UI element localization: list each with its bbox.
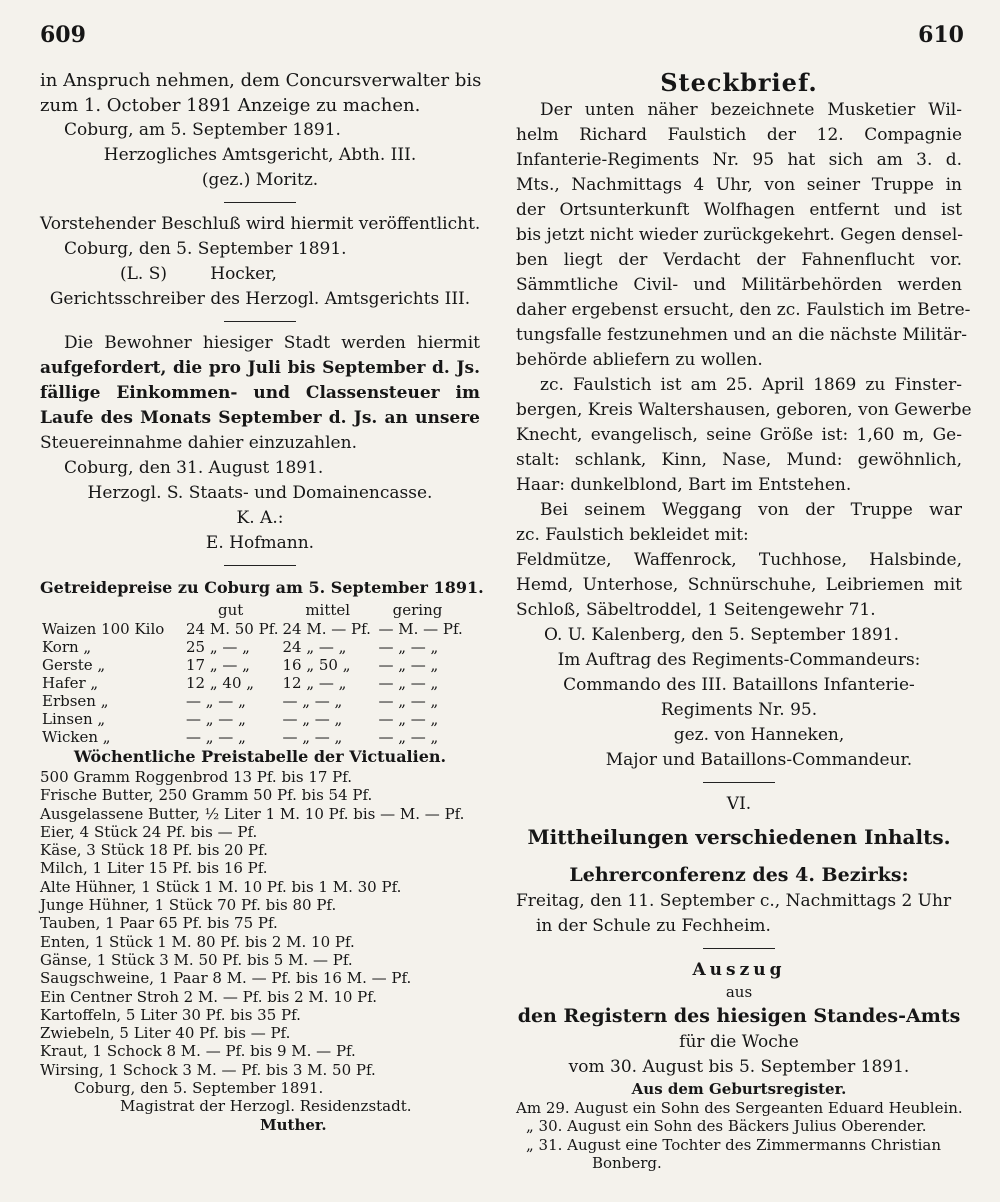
conference-line: in der Schule zu Fechheim. <box>536 916 771 936</box>
grain-item: Gerste „ <box>42 656 106 674</box>
register-title: Auszug <box>692 960 786 980</box>
table-row <box>40 638 472 656</box>
victual-row: Zwiebeln, 5 Liter 40 Pf. bis — Pf. <box>40 1024 291 1043</box>
birth-entry: Bonberg. <box>592 1153 662 1172</box>
register-subtitle: den Registern des hiesigen Standes-Amts <box>517 1005 961 1027</box>
warrant-heading: Steckbrief. <box>660 68 818 97</box>
table-row <box>40 710 472 728</box>
birth-entry: „ 30. August ein Sohn des Bäckers Julius Oberender. <box>526 1117 927 1136</box>
warrant-desc-line: Haar: dunkelblond, Bart im Entstehen. <box>516 475 852 495</box>
victual-row: Käse, 3 Stück 18 Pf. bis 20 Pf. <box>40 841 268 860</box>
victual-row: Wirsing, 1 Schock 3 M. — Pf. bis 3 M. 50 Pf. <box>40 1060 376 1079</box>
page-number-right: 610 <box>918 22 964 48</box>
grain-cell: — „ — „ <box>282 728 343 746</box>
warrant-place-date: O. U. Kalenberg, den 5. September 1891. <box>544 625 900 645</box>
grain-cell: — „ — „ <box>282 692 343 710</box>
divider <box>224 565 296 566</box>
tax-line-1: Die Bewohner hiesiger Stadt werden hiermit <box>64 333 480 353</box>
victual-row: Kraut, 1 Schock 8 M. — Pf. bis 9 M. — Pf. <box>40 1042 356 1061</box>
grain-cell: — M. — Pf. <box>378 620 463 638</box>
publication-seal-line: (L. S) Hocker, <box>120 264 277 284</box>
grain-cell: — „ — „ <box>378 638 439 656</box>
grain-cell: — „ — „ <box>186 728 246 746</box>
concurs-line-1: in Anspruch nehmen, dem Concursverwalter bis <box>40 70 482 91</box>
tax-name: E. Hofmann. <box>205 533 315 553</box>
warrant-signer-role: Major und Bataillons-Commandeur. <box>605 750 913 770</box>
victual-row: Eier, 4 Stück 24 Pf. bis — Pf. <box>40 822 258 841</box>
table-row <box>40 728 472 746</box>
grain-cell: 24 „ — „ <box>282 638 347 656</box>
victual-row: Gänse, 1 Stück 3 M. 50 Pf. bis 5 M. — Pf. <box>40 950 353 969</box>
victuals-authority: Magistrat der Herzogl. Residenzstadt. <box>120 1097 412 1116</box>
tax-office: Herzogl. S. Staats- und Domainencasse. <box>87 483 433 503</box>
divider <box>703 782 775 783</box>
grain-cell: 12 „ 40 „ <box>186 674 255 692</box>
victual-row: Ein Centner Stroh 2 M. — Pf. bis 2 M. 10 Pf. <box>40 987 378 1006</box>
grain-item: Wicken „ <box>42 728 111 746</box>
grain-cell: — „ — „ <box>378 656 439 674</box>
victual-row: Alte Hühner, 1 Stück 1 M. 10 Pf. bis 1 M. 30 Pf. <box>40 877 402 896</box>
warrant-desc-line: bergen, Kreis Waltershausen, geboren, von Gewerbe <box>516 400 972 420</box>
divider <box>703 948 775 949</box>
grain-cell: 24 M. — Pf. <box>282 620 371 638</box>
section-title: Mittheilungen verschiedenen Inhalts. <box>527 825 951 849</box>
warrant-clothing-line: Feldmütze, Waffenrock, Tuchhose, Halsbinde, <box>516 550 962 570</box>
left-column <box>40 68 484 1182</box>
warrant-line: ben liegt der Verdacht der Fahnenflucht vor. <box>516 250 962 270</box>
warrant-line: bis jetzt nicht wieder zurückgekehrt. Gegen densel- <box>516 225 964 245</box>
table-row <box>40 620 472 638</box>
grain-cell: 16 „ 50 „ <box>282 656 351 674</box>
concurs-place-date: Coburg, am 5. September 1891. <box>64 120 341 140</box>
warrant-line: behörde abliefern zu wollen. <box>516 350 763 370</box>
grain-item: Korn „ <box>42 638 92 656</box>
section-number: VI. <box>726 794 752 814</box>
warrant-authority: Im Auftrag des Regiments-Commandeurs: <box>557 650 921 670</box>
warrant-line: der Ortsunterkunft Wolfhagen entfernt und ist <box>516 200 962 220</box>
grain-cell: — „ — „ <box>378 710 439 728</box>
victual-row: Saugschweine, 1 Paar 8 M. — Pf. bis 16 M. — Pf. <box>40 969 412 988</box>
grain-cell: — „ — „ <box>282 710 343 728</box>
concurs-line-2: zum 1. October 1891 Anzeige zu machen. <box>40 95 421 116</box>
grain-item: Erbsen „ <box>42 692 109 710</box>
warrant-line: Mts., Nachmittags 4 Uhr, von seiner Truppe in <box>516 175 962 195</box>
conference-title: Lehrerconferenz des 4. Bezirks: <box>569 864 909 886</box>
grain-item: Waizen 100 Kilo <box>42 620 165 638</box>
tax-place-date: Coburg, den 31. August 1891. <box>64 458 324 478</box>
grain-header-mittel: mittel <box>305 601 351 619</box>
tax-line-4: Laufe des Monats September d. Js. an unsere <box>40 408 480 428</box>
warrant-line: tungsfalle festzunehmen und an die nächste Militär- <box>516 325 967 345</box>
warrant-line: Der unten näher bezeichnete Musketier Wil- <box>540 100 962 120</box>
warrant-authority: Commando des III. Bataillons Infanterie- <box>563 675 915 695</box>
register-aus: aus <box>725 983 753 1001</box>
victual-row: Frische Butter, 250 Gramm 50 Pf. bis 54 Pf. <box>40 786 373 805</box>
table-row <box>40 692 472 710</box>
warrant-line: daher ergebenst ersucht, den zc. Faulstich im Betre- <box>516 300 971 320</box>
tax-line-2: aufgefordert, die pro Juli bis September d. Js. <box>40 358 480 378</box>
grain-header-gut: gut <box>218 601 244 619</box>
register-range: vom 30. August bis 5. September 1891. <box>568 1057 910 1077</box>
publication-text: Vorstehender Beschluß wird hiermit veröffentlicht. <box>40 214 481 234</box>
grain-cell: — „ — „ <box>186 692 246 710</box>
grain-cell: 17 „ — „ <box>186 656 250 674</box>
concurs-signature: (gez.) Moritz. <box>201 170 319 190</box>
grain-cell: 24 M. 50 Pf. <box>186 620 279 638</box>
warrant-clothing-line: Schloß, Säbeltroddel, 1 Seitengewehr 71. <box>516 600 876 620</box>
birth-register-title: Aus dem Geburtsregister. <box>631 1080 847 1098</box>
birth-entry: „ 31. August eine Tochter des Zimmermanns Christian <box>526 1135 942 1154</box>
grain-headers <box>218 600 480 620</box>
register-week: für die Woche <box>679 1032 799 1052</box>
tax-ka: K. A.: <box>236 508 284 528</box>
right-column <box>516 68 972 1182</box>
grain-title: Getreidepreise zu Coburg am 5. September 1891. <box>40 578 484 597</box>
grain-cell: 25 „ — „ <box>186 638 250 656</box>
grain-cell: — „ — „ <box>378 692 439 710</box>
warrant-desc-line: stalt: schlank, Kinn, Nase, Mund: gewöhnlich, <box>516 450 962 470</box>
grain-cell: — „ — „ <box>378 728 439 746</box>
victual-row: Ausgelassene Butter, ½ Liter 1 M. 10 Pf. bis — M. — Pf. <box>40 804 465 823</box>
divider <box>224 321 296 322</box>
grain-header-gering: gering <box>392 601 443 619</box>
warrant-desc-line: Knecht, evangelisch, seine Größe ist: 1,60 m, Ge- <box>516 425 962 445</box>
tax-line-5: Steuereinnahme dahier einzuzahlen. <box>40 433 357 453</box>
tax-line-3: fällige Einkommen- und Classensteuer im <box>40 383 480 403</box>
grain-item: Linsen „ <box>42 710 106 728</box>
victuals-title: Wöchentliche Preistabelle der Victualien. <box>73 747 447 766</box>
victual-row: Enten, 1 Stück 1 M. 80 Pf. bis 2 M. 10 Pf. <box>40 932 355 951</box>
conference-line: Freitag, den 11. September c., Nachmittags 2 Uhr <box>516 891 952 911</box>
warrant-line: helm Richard Faulstich der 12. Compagnie <box>516 125 962 145</box>
birth-entry: Am 29. August ein Sohn des Sergeanten Eduard Heublein. <box>516 1099 963 1117</box>
table-row <box>40 674 472 692</box>
warrant-line: Infanterie-Regiments Nr. 95 hat sich am 3. d. <box>516 150 962 170</box>
warrant-clothing-line: Bei seinem Weggang von der Truppe war <box>540 500 962 520</box>
victual-row: Tauben, 1 Paar 65 Pf. bis 75 Pf. <box>40 914 278 933</box>
table-row <box>40 656 472 674</box>
victuals-place-date: Coburg, den 5. September 1891. <box>74 1079 324 1098</box>
warrant-signer: gez. von Hanneken, <box>673 725 845 745</box>
grain-cell: — „ — „ <box>186 710 246 728</box>
publication-place-date: Coburg, den 5. September 1891. <box>64 239 347 259</box>
grain-cell: 12 „ — „ <box>282 674 347 692</box>
victual-row: Milch, 1 Liter 15 Pf. bis 16 Pf. <box>40 859 268 878</box>
warrant-line: Sämmtliche Civil- und Militärbehörden werden <box>516 275 962 295</box>
grain-item: Hafer „ <box>42 674 99 692</box>
concurs-court: Herzogliches Amtsgericht, Abth. III. <box>103 145 417 165</box>
victual-row: Junge Hühner, 1 Stück 70 Pf. bis 80 Pf. <box>40 896 337 915</box>
warrant-clothing-line: zc. Faulstich bekleidet mit: <box>516 525 749 545</box>
victual-row: 500 Gramm Roggenbrod 13 Pf. bis 17 Pf. <box>40 768 353 786</box>
divider <box>224 202 296 203</box>
warrant-clothing-line: Hemd, Unterhose, Schnürschuhe, Leibriemen mit <box>516 575 962 595</box>
grain-table <box>40 620 472 746</box>
page-number-left: 609 <box>40 22 86 48</box>
victual-row: Kartoffeln, 5 Liter 30 Pf. bis 35 Pf. <box>40 1005 301 1024</box>
victuals-signer: Muther. <box>260 1115 327 1134</box>
warrant-authority: Regiments Nr. 95. <box>660 700 818 720</box>
grain-cell: — „ — „ <box>378 674 439 692</box>
publication-role: Gerichtsschreiber des Herzogl. Amtsgerichts III. <box>49 289 471 309</box>
warrant-desc-line: zc. Faulstich ist am 25. April 1869 zu Finster- <box>540 375 962 395</box>
